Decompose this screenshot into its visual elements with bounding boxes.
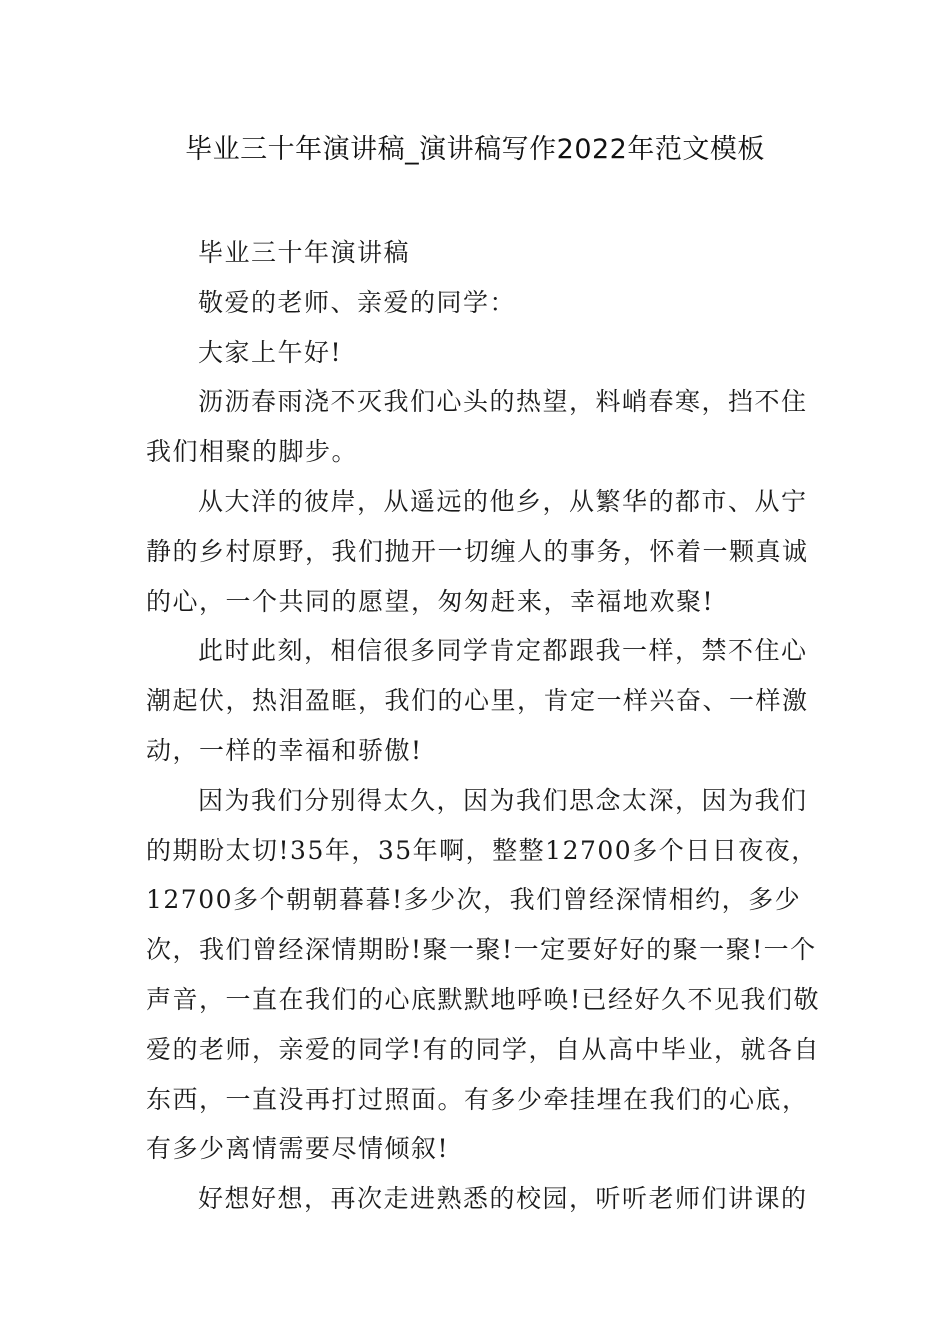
- paragraph: 此时此刻，相信很多同学肯定都跟我一样，禁不住心潮起伏，热泪盈眶，我们的心里，肯定一样兴奋、一样激动，一样的幸福和骄傲!: [146, 636, 809, 765]
- paragraph-salutation: 敬爱的老师、亲爱的同学：: [198, 287, 517, 317]
- paragraph: 从大洋的彼岸，从遥远的他乡，从繁华的都市、从宁静的乡村原野，我们抛开一切缠人的事务，怀着一颗真诚的心，一个共同的愿望，匆匆赶来，幸福地欢聚!: [146, 486, 809, 616]
- paragraph: 因为我们分别得太久，因为我们思念太深，因为我们的期盼太切!35年，35年啊，整整12700多个日日夜夜，12700多个朝朝暮暮!多少次，我们曾经深情相约，多少次，我们曾经深情期盼!聚一聚!一定要好好的聚一聚!一个声音，一直在我们的心底默默地呼唤!已经好久不见我们敬爱的老师，亲爱的同学!有的同学，自从高中毕业，就各自东西，一直没再打过照面。有多少牵挂埋在我们的心底，有多少离情需要尽情倾叙!: [146, 785, 821, 1164]
- paragraph: 好想好想，再次走进熟悉的校园，听听老师们讲课的: [198, 1184, 808, 1214]
- document-title: 毕业三十年演讲稿_演讲稿写作2022年范文模板: [185, 134, 765, 165]
- paragraph: 沥沥春雨浇不灭我们心头的热望，料峭春寒，挡不住我们相聚的脚步。: [146, 387, 808, 467]
- paragraph-greeting: 大家上午好!: [198, 337, 343, 367]
- document-body: [146, 228, 826, 1224]
- paragraph-heading: 毕业三十年演讲稿: [198, 238, 411, 267]
